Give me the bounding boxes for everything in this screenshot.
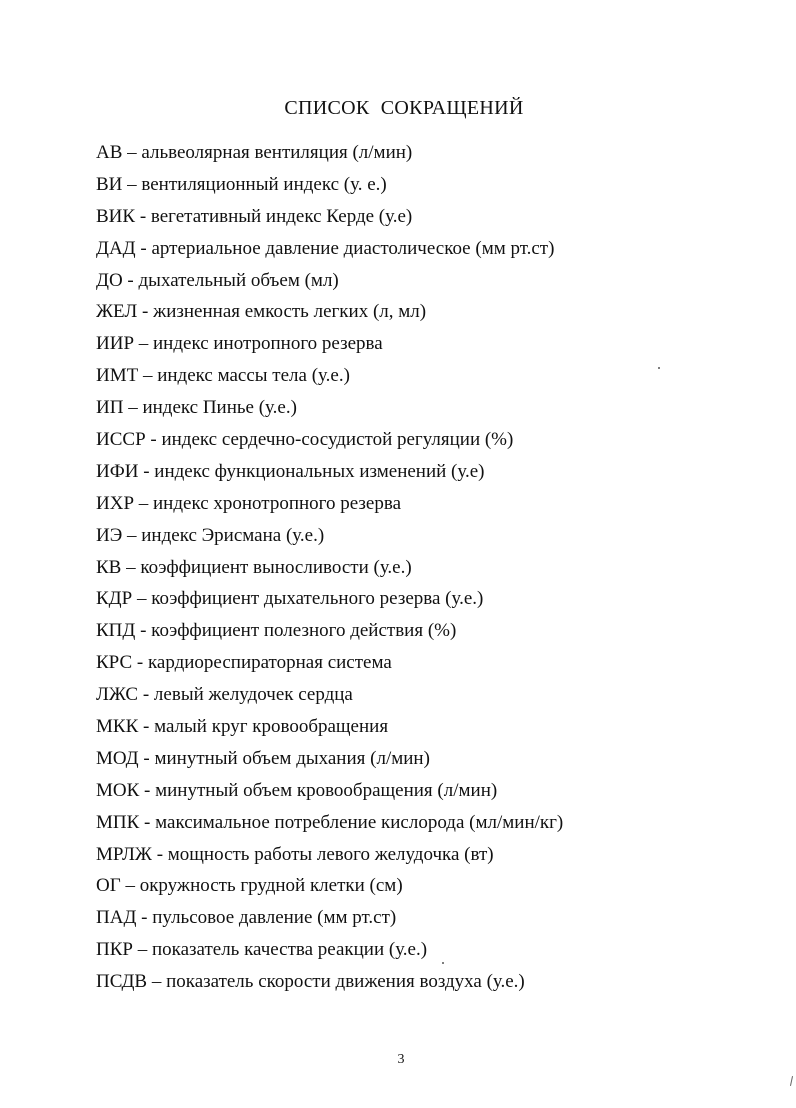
list-item: ВИК - вегетативный индекс Керде (у.е) [96,205,413,227]
list-item: МКК - малый круг кровообращения [96,716,389,738]
list-item: ПСДВ – показатель скорости движения воздуха (у.е.) [96,971,525,993]
list-item: ИФИ - индекс функциональных изменений (у.е) [96,460,485,482]
list-item: ИССР - индекс сердечно-сосудистой регуляции (%) [96,429,514,451]
scan-speck [658,367,660,369]
list-item: МРЛЖ - мощность работы левого желудочка (вт) [96,843,494,865]
list-item: КДР – коэффициент дыхательного резерва (у.е.) [96,588,484,610]
list-item: ПКР – показатель качества реакции (у.е.) [96,939,428,961]
list-item: ИЭ – индекс Эрисмана (у.е.) [96,524,325,546]
list-item: МПК - максимальное потребление кислорода (мл/мин/кг) [96,811,564,833]
list-item: МОК - минутный объем кровообращения (л/мин) [96,779,498,801]
list-item: ИП – индекс Пинье (у.е.) [96,397,297,419]
list-item: ПАД - пульсовое давление (мм рт.ст) [96,907,397,929]
list-item: ИИР – индекс инотропного резерва [96,333,383,355]
list-item: ИХР – индекс хронотропного резерва [96,492,402,514]
list-item: ДАД - артериальное давление диастолическое (мм рт.ст) [96,237,555,259]
list-item: КРС - кардиореспираторная система [96,652,392,674]
page-title: СПИСОК СОКРАЩЕНИЙ [284,97,524,119]
list-item: ОГ – окружность грудной клетки (см) [96,875,403,897]
list-item: АВ – альвеолярная вентиляция (л/мин) [96,142,413,163]
list-item: ЛЖС - левый желудочек сердца [96,684,353,706]
list-item: ВИ – вентиляционный индекс (у. е.) [96,173,387,195]
scan-edge-mark [790,1076,793,1086]
page-number: 3 [397,1052,405,1067]
list-item: КПД - коэффициент полезного действия (%) [96,620,457,642]
abbreviation-list [96,138,563,999]
list-item: ДО - дыхательный объем (мл) [96,269,339,291]
scan-speck [442,962,444,964]
list-item: МОД - минутный объем дыхания (л/мин) [96,747,430,769]
list-item: КВ – коэффициент выносливости (у.е.) [96,556,412,578]
list-item: ИМТ – индекс массы тела (у.е.) [96,365,350,387]
list-item: ЖЕЛ - жизненная емкость легких (л, мл) [96,301,427,323]
